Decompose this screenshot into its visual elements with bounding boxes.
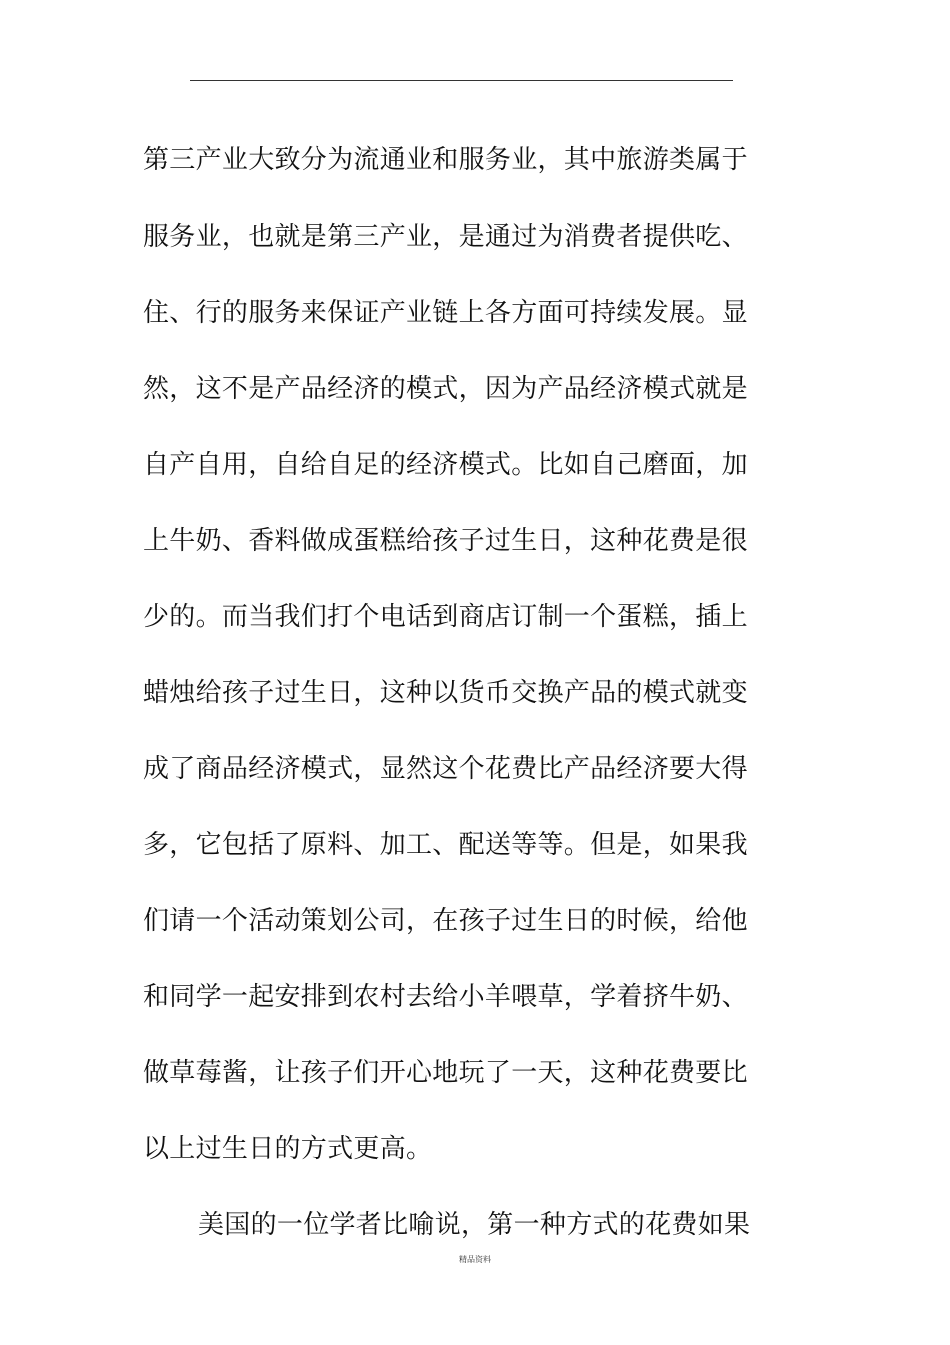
text-line: 多，它包括了原料、加工、配送等等。但是，如果我	[143, 830, 748, 860]
text-line: 自产自用，自给自足的经济模式。比如自己磨面，加	[143, 450, 748, 480]
text-line: 第三产业大致分为流通业和服务业，其中旅游类属于	[143, 145, 748, 175]
text-line: 蜡烛给孩子过生日，这种以货币交换产品的模式就变	[143, 678, 748, 708]
text-line: 上牛奶、香料做成蛋糕给孩子过生日，这种花费是很	[143, 526, 748, 556]
text-line: 服务业，也就是第三产业，是通过为消费者提供吃、	[143, 222, 748, 252]
page-footer: 精品资料	[459, 1255, 491, 1264]
text-line: 然，这不是产品经济的模式，因为产品经济模式就是	[143, 374, 748, 404]
text-line: 们请一个活动策划公司，在孩子过生日的时候，给他	[143, 906, 748, 936]
text-line: 住、行的服务来保证产业链上各方面可持续发展。显	[143, 298, 748, 328]
header-rule	[190, 80, 733, 81]
text-line: 以上过生日的方式更高。	[143, 1134, 433, 1164]
text-line: 和同学一起安排到农村去给小羊喂草，学着挤牛奶、	[143, 982, 748, 1012]
text-line: 美国的一位学者比喻说，第一种方式的花费如果	[198, 1210, 751, 1240]
text-line: 做草莓酱，让孩子们开心地玩了一天，这种花费要比	[143, 1058, 748, 1088]
text-line: 少的。而当我们打个电话到商店订制一个蛋糕，插上	[143, 602, 748, 632]
text-line: 成了商品经济模式，显然这个花费比产品经济要大得	[143, 754, 748, 784]
